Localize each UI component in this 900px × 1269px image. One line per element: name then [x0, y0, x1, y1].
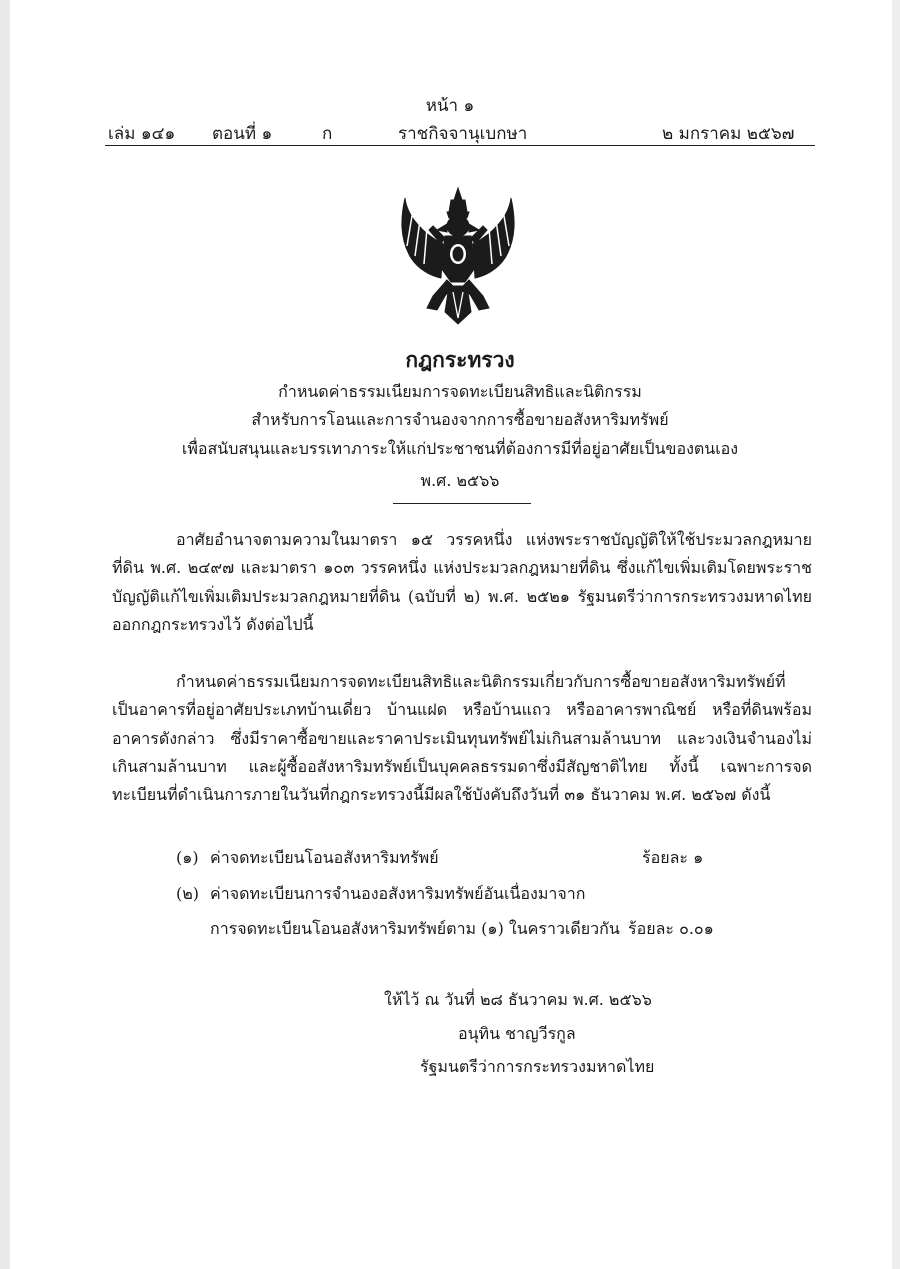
given-date: ให้ไว้ ณ วันที่ ๒๘ ธันวาคม พ.ศ. ๒๕๖๖ [384, 990, 652, 1009]
subtitle-year: พ.ศ. ๒๕๖๖ [420, 471, 500, 490]
subtitle-line: เพื่อสนับสนุนและบรรเทาภาระให้แก่ประชาชนที่ต้องการมีที่อยู่อาศัยเป็นของตนเอง [181, 439, 739, 458]
gazette-volume: เล่ม ๑๔๑ [108, 124, 176, 144]
preamble-paragraph: อาศัยอำนาจตามความในมาตรา ๑๕ วรรคหนึ่ง แห่งพระราชบัญญัติให้ใช้ประมวลกฎหมายที่ดิน พ.ศ. ๒๔๙๗ และมาตรา ๑๐๓ วรรคหนึ่ง แห่งประมวลกฎหมายที่ดิน ซึ่งแก้ไขเพิ่มเติมโดยพระราชบัญญัติแก้ไขเพิ่มเติมประมวลกฎหมายที่ดิน (ฉบับที่ ๒) พ.ศ. ๒๕๒๑ รัฐมนตรีว่าการกระทรวงมหาดไทยออกกฎกระทรวงไว้ ดังต่อไปนี้ [112, 530, 812, 634]
gazette-name: ราชกิจจานุเบกษา [398, 124, 528, 144]
signatory-name: อนุทิน ชาญวีรกูล [458, 1024, 576, 1043]
item-rate: ร้อยละ ๑ [642, 848, 704, 867]
item-text: ค่าจดทะเบียนโอนอสังหาริมทรัพย์ [210, 848, 439, 867]
gazette-date: ๒ มกราคม ๒๕๖๗ [662, 124, 795, 144]
document-title: กฎกระทรวง [405, 347, 515, 372]
item-rate: ร้อยละ ๐.๐๑ [628, 919, 714, 938]
garuda-emblem-icon [393, 186, 523, 326]
gazette-issue: ตอนที่ ๑ [212, 124, 273, 144]
subtitle-line: กำหนดค่าธรรมเนียมการจดทะเบียนสิทธิและนิติกรรม [278, 382, 642, 401]
item-number: (๒) [176, 884, 200, 903]
item-text-continued: การจดทะเบียนโอนอสังหาริมทรัพย์ตาม (๑) ในคราวเดียวกัน [210, 919, 620, 938]
subtitle-line: สำหรับการโอนและการจำนองจากการซื้อขายอสังหาริมทรัพย์ [251, 410, 669, 429]
item-number: (๑) [176, 848, 199, 867]
title-rule [393, 503, 531, 504]
provision-paragraph: กำหนดค่าธรรมเนียมการจดทะเบียนสิทธิและนิติกรรมเกี่ยวกับการซื้อขายอสังหาริมทรัพย์ที่เป็นอาคารที่อยู่อาศัยประเภทบ้านเดี่ยว บ้านแฝด หรือบ้านแถว หรืออาคารพาณิชย์ หรือที่ดินพร้อมอาคารดังกล่าว ซึ่งมีราคาซื้อขายและราคาประเมินทุนทรัพย์ไม่เกินสามล้านบาท และวงเงินจำนองไม่เกินสามล้านบาท และผู้ซื้ออสังหาริมทรัพย์เป็นบุคคลธรรมดาซึ่งมีสัญชาติไทย ทั้งนี้ เฉพาะการจดทะเบียนที่ดำเนินการภายในวันที่กฎกระทรวงนี้มีผลใช้บังคับถึงวันที่ ๓๑ ธันวาคม พ.ศ. ๒๕๖๗ ดังนี้ [112, 672, 812, 805]
page-number: หน้า ๑ [425, 96, 475, 116]
header-rule [105, 145, 815, 146]
signatory-position: รัฐมนตรีว่าการกระทรวงมหาดไทย [420, 1057, 655, 1076]
item-text: ค่าจดทะเบียนการจำนองอสังหาริมทรัพย์อันเนื่องมาจาก [210, 884, 586, 903]
gazette-section: ก [322, 124, 333, 144]
